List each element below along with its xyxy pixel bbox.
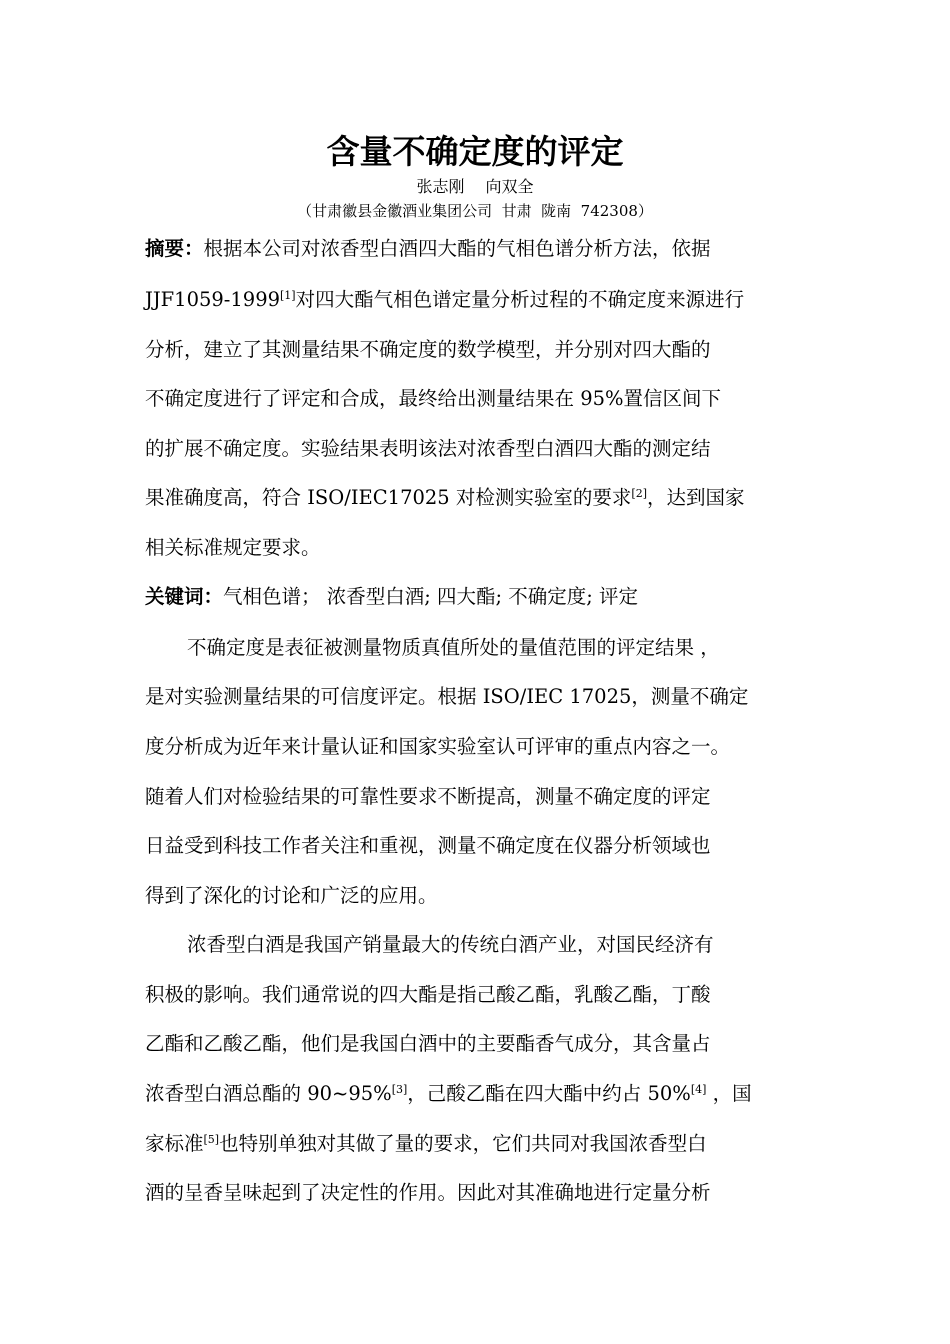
paragraph-text: 也特别单独对其做了量的要求，它们共同对我国浓香型白 (219, 1132, 707, 1155)
citation-ref: [5] (203, 1133, 220, 1146)
authors: 张志刚 向双全 (416, 177, 534, 196)
citation-ref: [3] (391, 1083, 408, 1096)
keywords-text: 气相色谱； 浓香型白酒; 四大酯; 不确定度; 评定 (223, 585, 639, 608)
abstract-text: 果准确度高，符合 ISO/IEC17025 对检测实验室的要求 (145, 486, 632, 509)
abstract-line: 相关标准规定要求。 (145, 536, 321, 559)
paragraph-line: 积极的影响。我们通常说的四大酯是指己酸乙酯，乳酸乙酯，丁酸 (145, 983, 711, 1006)
keywords-line (145, 582, 815, 612)
paragraph-text: ，国 (706, 1082, 752, 1105)
paragraph-line: 随着人们对检验结果的可靠性要求不断提高，测量不确定度的评定 (145, 785, 711, 808)
paragraph-text: 浓香型白酒总酯的 90~95% (145, 1082, 392, 1105)
paragraph-text: ，己酸乙酯在四大酯中约占 50% (407, 1082, 691, 1105)
abstract-line: 不确定度进行了评定和合成，最终给出测量结果在 95%置信区间下 (145, 387, 722, 410)
abstract-text: JJF1059-1999 (145, 288, 281, 311)
paragraph-line: 浓香型白酒是我国产销量最大的传统白酒产业，对国民经济有 (187, 933, 714, 956)
paragraph-line: 乙酯和乙酸乙酯，他们是我国白酒中的主要酯香气成分，其含量占 (145, 1032, 711, 1055)
citation-ref: [4] (690, 1083, 707, 1096)
affiliation: （甘肃徽县金徽酒业集团公司 甘肃 陇南 742308） (297, 202, 653, 220)
citation-ref: [2] (631, 487, 647, 500)
paragraph-line: 是对实验测量结果的可信度评定。根据 ISO/IEC 17025，测量不确定 (145, 685, 749, 708)
paragraph-line: 度分析成为近年来计量认证和国家实验室认可评审的重点内容之一。 (145, 735, 731, 758)
abstract-line: 的扩展不确定度。实验结果表明该法对浓香型白酒四大酯的测定结 (145, 437, 711, 460)
paragraph-line: 得到了深化的讨论和广泛的应用。 (145, 884, 438, 907)
abstract-text: 根据本公司对浓香型白酒四大酯的气相色谱分析方法，依据 (203, 237, 711, 260)
paragraph-line (145, 1079, 815, 1109)
keywords-label: 关键词： (145, 585, 224, 608)
document-title: 含量不确定度的评定 (326, 132, 624, 171)
paragraph-line (145, 1129, 815, 1159)
paragraph-line: 日益受到科技工作者关注和重视，测量不确定度在仪器分析领域也 (145, 834, 711, 857)
abstract-line (145, 285, 815, 315)
abstract-text: ，达到国家 (647, 486, 745, 509)
paragraph-line: 不确定度是表征被测量物质真值所处的量值范围的评定结果 ， (187, 636, 720, 659)
abstract-line (145, 234, 815, 264)
paragraph-line: 酒的呈香呈味起到了决定性的作用。因此对其准确地进行定量分析 (145, 1181, 711, 1204)
citation-ref: [1] (280, 289, 296, 302)
abstract-line (145, 483, 815, 513)
paragraph-text: 家标准 (145, 1132, 204, 1155)
abstract-label: 摘要： (145, 237, 204, 260)
abstract-text: 对四大酯气相色谱定量分析过程的不确定度来源进行 (295, 288, 745, 311)
abstract-line: 分析，建立了其测量结果不确定度的数学模型，并分别对四大酯的 (145, 338, 711, 361)
